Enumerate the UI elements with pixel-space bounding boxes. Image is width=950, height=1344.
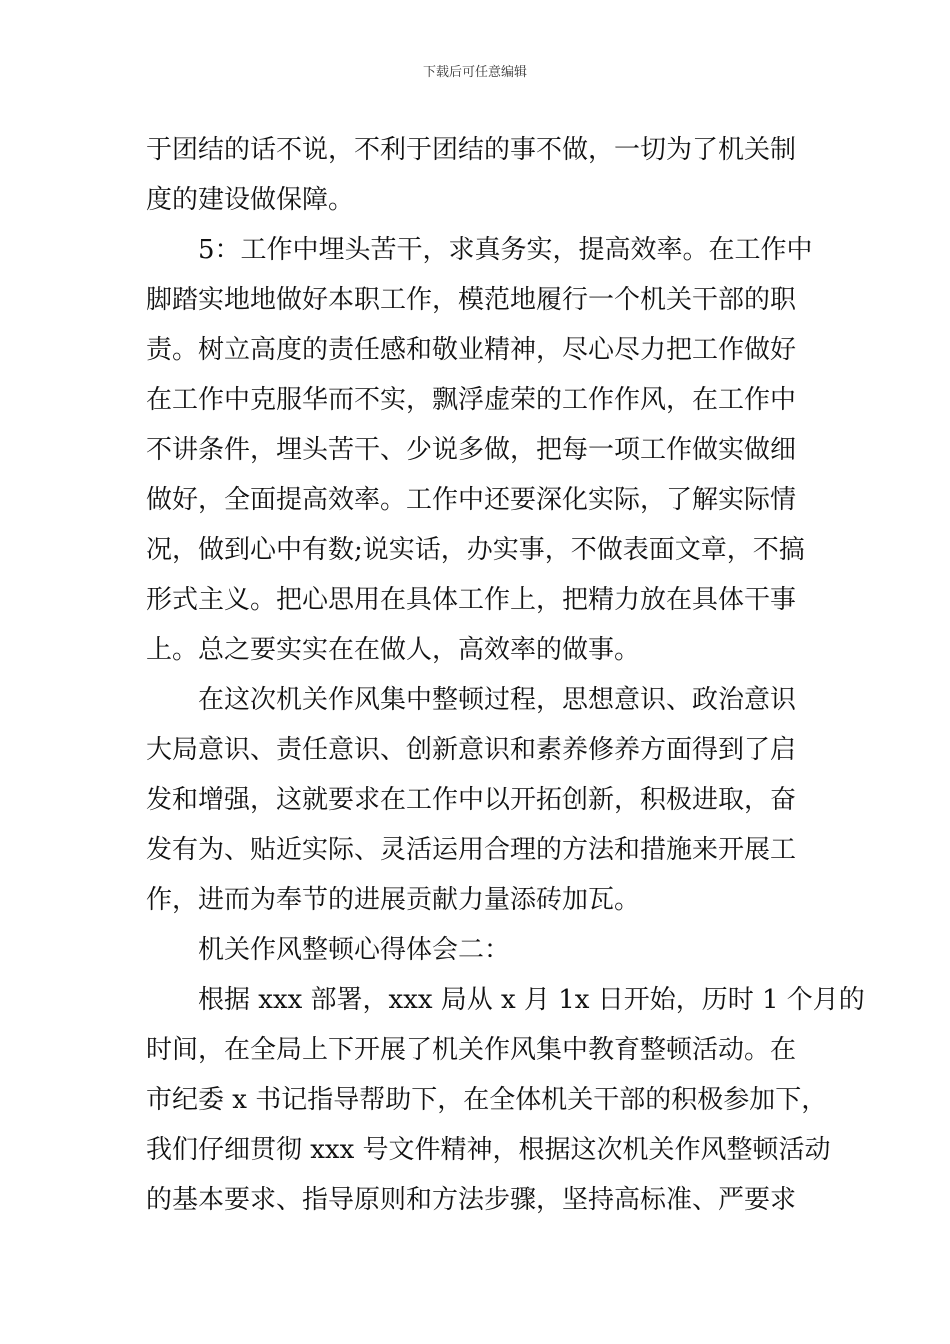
body-line: 在这次机关作风集中整顿过程，思想意识、政治意识 [146, 685, 797, 715]
body-line: 度的建设做保障。 [146, 185, 355, 215]
body-line: 市纪委 x 书记指导帮助下，在全体机关干部的积极参加下， [146, 1085, 828, 1115]
section-heading: 机关作风整顿心得体会二： [146, 935, 511, 965]
body-line: 形式主义。把心思用在具体工作上，把精力放在具体干事 [146, 585, 797, 615]
body-line: 作，进而为奉节的进展贡献力量添砖加瓦。 [146, 885, 641, 915]
body-line: 我们仔细贯彻 xxx 号文件精神，根据这次机关作风整顿活动 [146, 1135, 831, 1165]
body-line: 不讲条件，埋头苦干、少说多做，把每一项工作做实做细 [146, 435, 797, 465]
body-line: 5：工作中埋头苦干，求真务实，提高效率。在工作中 [146, 235, 813, 265]
body-line: 上。总之要实实在在做人，高效率的做事。 [146, 635, 641, 665]
body-line: 于团结的话不说，不利于团结的事不做，一切为了机关制 [146, 135, 797, 165]
body-line: 做好，全面提高效率。工作中还要深化实际，了解实际情 [146, 485, 797, 515]
body-line: 在工作中克服华而不实，飘浮虚荣的工作作风，在工作中 [146, 385, 797, 415]
body-line: 发有为、贴近实际、灵活运用合理的方法和措施来开展工 [146, 835, 797, 865]
body-line: 大局意识、责任意识、创新意识和素养修养方面得到了启 [146, 735, 797, 765]
body-line: 的基本要求、指导原则和方法步骤，坚持高标准、严要求 [146, 1185, 797, 1215]
body-line: 况，做到心中有数;说实话，办实事，不做表面文章，不搞 [146, 535, 805, 565]
body-line: 根据 xxx 部署，xxx 局从 x 月 1x 日开始，历时 1 个月的 [146, 985, 865, 1015]
page-header: 下载后可任意编辑 [422, 65, 527, 80]
body-line: 时间，在全局上下开展了机关作风集中教育整顿活动。在 [146, 1035, 797, 1065]
body-line: 脚踏实地地做好本职工作，模范地履行一个机关干部的职 [146, 285, 797, 315]
body-line: 责。树立高度的责任感和敬业精神，尽心尽力把工作做好 [146, 335, 797, 365]
body-line: 发和增强，这就要求在工作中以开拓创新，积极进取，奋 [146, 785, 797, 815]
